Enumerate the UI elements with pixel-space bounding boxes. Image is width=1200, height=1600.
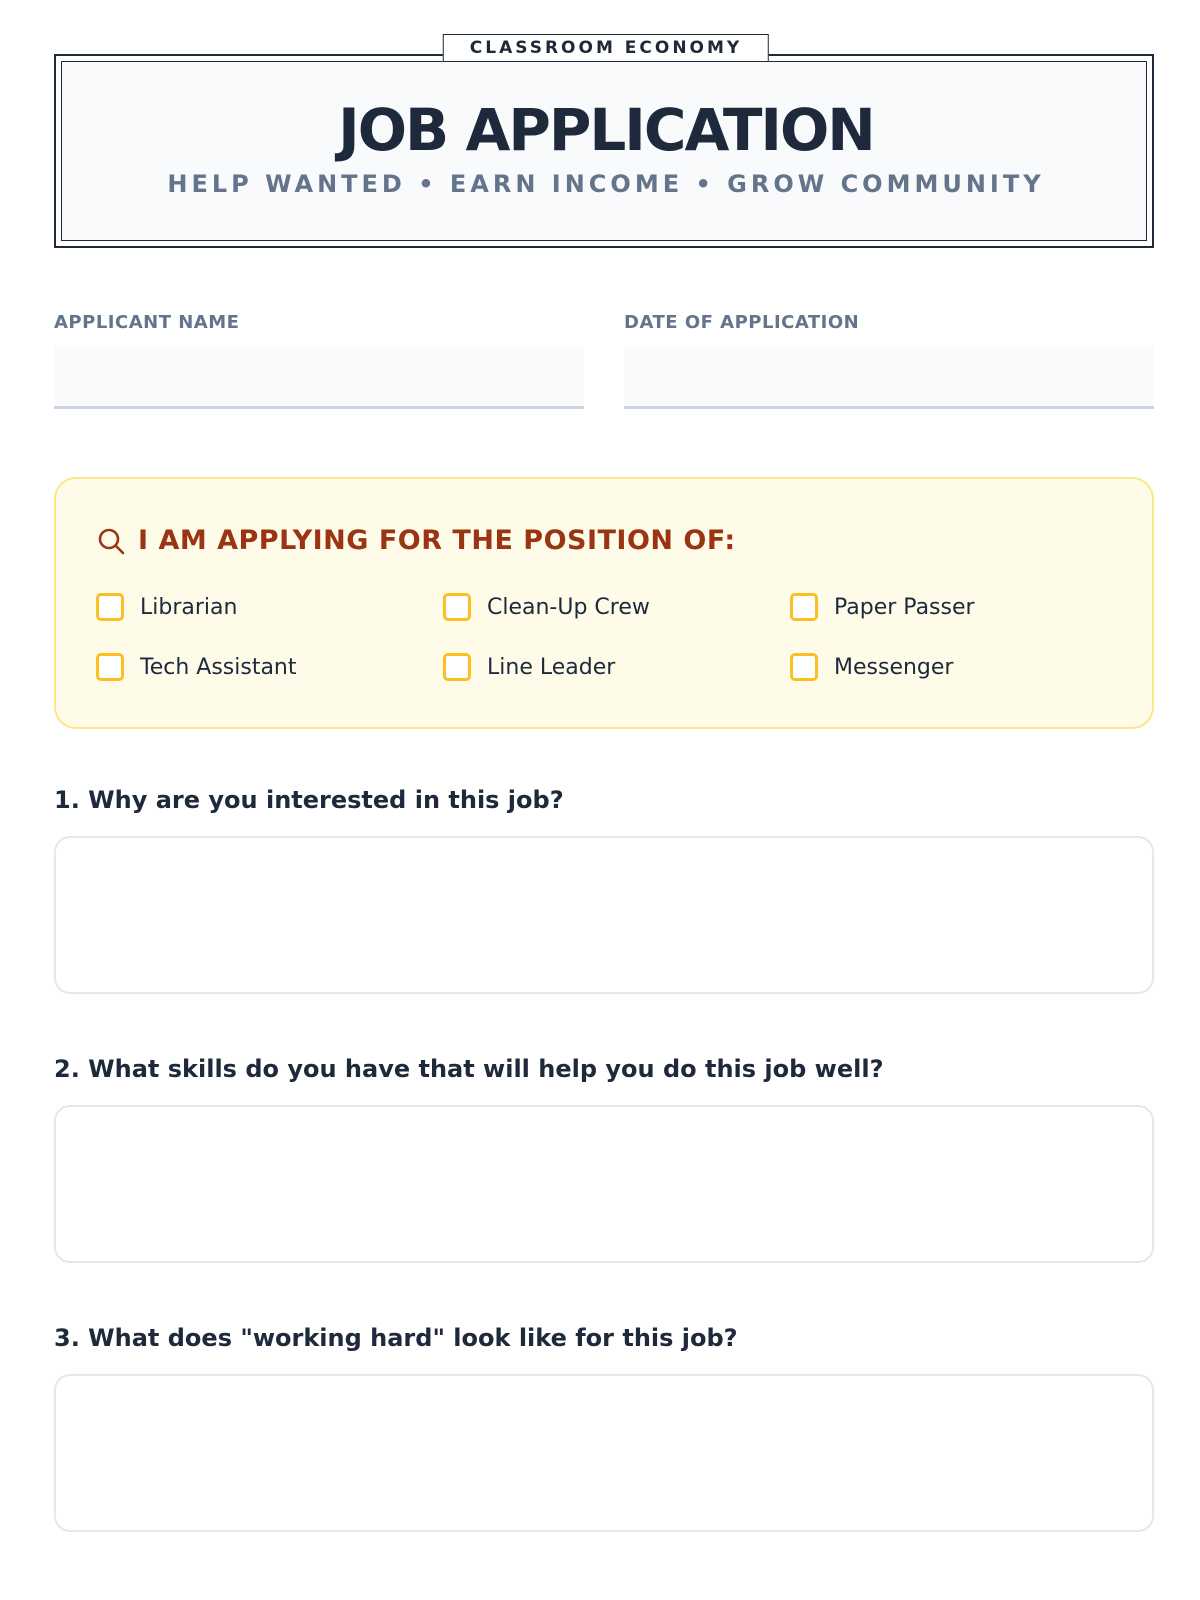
question-1	[54, 786, 1154, 994]
checkbox[interactable]	[790, 653, 818, 681]
applicant-name-field	[54, 312, 584, 409]
answer-box[interactable]	[54, 836, 1154, 994]
date-field	[624, 312, 1154, 409]
question-3	[54, 1324, 1154, 1532]
applicant-name-label: APPLICANT NAME	[54, 312, 240, 333]
question-label: 2. What skills do you have that will help you do this job well?	[54, 1055, 884, 1083]
question-label: 1. Why are you interested in this job?	[54, 786, 564, 814]
position-panel	[54, 477, 1154, 729]
question-label: 3. What does "working hard" look like for this job?	[54, 1324, 738, 1352]
checkbox[interactable]	[443, 593, 471, 621]
option-paper-passer[interactable]	[790, 593, 975, 621]
option-clean-up-crew[interactable]	[443, 593, 650, 621]
option-line-leader[interactable]	[443, 653, 615, 681]
question-2	[54, 1055, 1154, 1263]
option-tech-assistant[interactable]	[96, 653, 297, 681]
option-label: Messenger	[834, 654, 954, 680]
option-label: Line Leader	[487, 654, 616, 680]
date-input[interactable]	[624, 347, 1154, 409]
header-tag: CLASSROOM ECONOMY	[443, 34, 769, 62]
option-label: Tech Assistant	[140, 654, 297, 680]
option-messenger[interactable]	[790, 653, 953, 681]
checkbox[interactable]	[443, 653, 471, 681]
position-heading-text: I AM APPLYING FOR THE POSITION OF:	[138, 525, 736, 556]
option-label: Paper Passer	[834, 594, 975, 620]
option-label: Clean-Up Crew	[487, 594, 650, 620]
checkbox[interactable]	[96, 593, 124, 621]
option-label: Librarian	[140, 594, 238, 620]
checkbox[interactable]	[96, 653, 124, 681]
page-title: JOB APPLICATION	[338, 96, 874, 164]
page-subtitle: HELP WANTED • EARN INCOME • GROW COMMUNITY	[167, 170, 1045, 198]
search-icon	[96, 526, 126, 556]
date-label: DATE OF APPLICATION	[624, 312, 860, 333]
option-librarian[interactable]	[96, 593, 237, 621]
answer-box[interactable]	[54, 1105, 1154, 1263]
checkbox[interactable]	[790, 593, 818, 621]
position-heading	[96, 525, 736, 556]
applicant-name-input[interactable]	[54, 347, 584, 409]
answer-box[interactable]	[54, 1374, 1154, 1532]
